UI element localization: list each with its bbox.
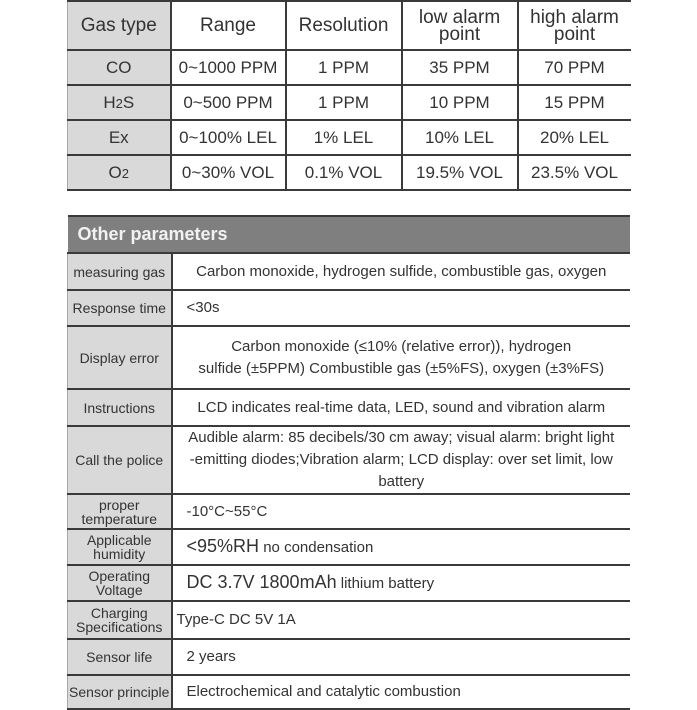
param-row [68, 253, 631, 290]
param-value: <30s [172, 290, 631, 326]
value-main: <95%RH [186, 536, 260, 556]
param-row [68, 639, 631, 675]
value-line: Carbon monoxide (≤10% (relative error)), hydrogen [231, 337, 572, 355]
param-label: Applicable humidity [68, 529, 172, 565]
value-suffix: lithium battery [336, 575, 435, 592]
header-high-alarm: high alarm point [518, 1, 631, 50]
resolution-cell: 1 PPM [286, 50, 402, 85]
param-label: Display error [68, 326, 172, 389]
param-label: measuring gas [68, 253, 172, 290]
param-row [68, 426, 631, 494]
param-value: -10°C~55°C [172, 494, 631, 529]
param-value: Type-C DC 5V 1A [172, 601, 631, 639]
range-cell: 0~1000 PPM [171, 50, 286, 85]
param-label: Instructions [68, 389, 172, 426]
gas-cell [68, 85, 171, 120]
value-line: sulfide (±5PPM) Combustible gas (±5%FS), oxygen (±3%FS) [198, 359, 605, 377]
high-alarm-cell: 23.5% VOL [518, 155, 631, 190]
range-cell: 0~30% VOL [171, 155, 286, 190]
resolution-cell: 1% LEL [286, 120, 402, 155]
param-label: Charging Specifications [68, 601, 172, 639]
high-alarm-cell: 20% LEL [518, 120, 631, 155]
gas-cell: CO [68, 50, 171, 85]
gas-spec-table [67, 0, 631, 191]
low-alarm-cell: 19.5% VOL [402, 155, 518, 190]
value-line: -emitting diodes;Vibration alarm; LCD display: over set limit, low battery [189, 451, 613, 490]
table-row [68, 50, 631, 85]
param-row [68, 565, 631, 601]
resolution-cell: 0.1% VOL [286, 155, 402, 190]
param-row [68, 389, 631, 426]
other-parameters-header [68, 216, 631, 253]
low-alarm-cell: 35 PPM [402, 50, 518, 85]
high-alarm-cell: 70 PPM [518, 50, 631, 85]
range-cell: 0~500 PPM [171, 85, 286, 120]
param-label: Sensor life [68, 639, 172, 675]
gas-cell [68, 155, 171, 190]
h2s-text: H2S [103, 92, 135, 112]
param-value [172, 426, 631, 494]
param-row [68, 601, 631, 639]
low-alarm-cell: 10 PPM [402, 85, 518, 120]
header-resolution: Resolution [286, 1, 402, 50]
gas-table-header-row [68, 1, 631, 50]
param-value: Carbon monoxide, hydrogen sulfide, combustible gas, oxygen [172, 253, 631, 290]
param-row [68, 326, 631, 389]
low-alarm-cell: 10% LEL [402, 120, 518, 155]
value-main: DC 3.7V 1800mAh [186, 572, 337, 592]
param-value [172, 529, 631, 565]
param-value [172, 565, 631, 601]
param-label: Response time [68, 290, 172, 326]
resolution-cell: 1 PPM [286, 85, 402, 120]
param-row [68, 529, 631, 565]
header-low-alarm: low alarm point [402, 1, 518, 50]
param-row [68, 675, 631, 709]
param-label: proper temperature [68, 494, 172, 529]
param-value: 2 years [172, 639, 631, 675]
value-line: Audible alarm: 85 decibels/30 cm away; visual alarm: bright light [188, 429, 615, 446]
table-row [68, 120, 631, 155]
other-parameters-table [67, 215, 630, 710]
o2-text: O2 [108, 162, 129, 182]
param-value [172, 326, 631, 389]
param-value: LCD indicates real-time data, LED, sound and vibration alarm [172, 389, 631, 426]
high-alarm-cell: 15 PPM [518, 85, 631, 120]
param-label: Call the police [68, 426, 172, 494]
table-row [68, 85, 631, 120]
param-row [68, 494, 631, 529]
param-label: Sensor principle [68, 675, 172, 709]
param-value: Electrochemical and catalytic combustion [172, 675, 631, 709]
param-label: Operating Voltage [68, 565, 172, 601]
param-row [68, 290, 631, 326]
range-cell: 0~100% LEL [171, 120, 286, 155]
header-gas-type: Gas type [68, 1, 171, 50]
section-title: Other parameters [68, 216, 631, 253]
value-suffix: no condensation [259, 539, 374, 556]
gas-cell: Ex [68, 120, 171, 155]
table-row [68, 155, 631, 190]
header-range: Range [171, 1, 286, 50]
